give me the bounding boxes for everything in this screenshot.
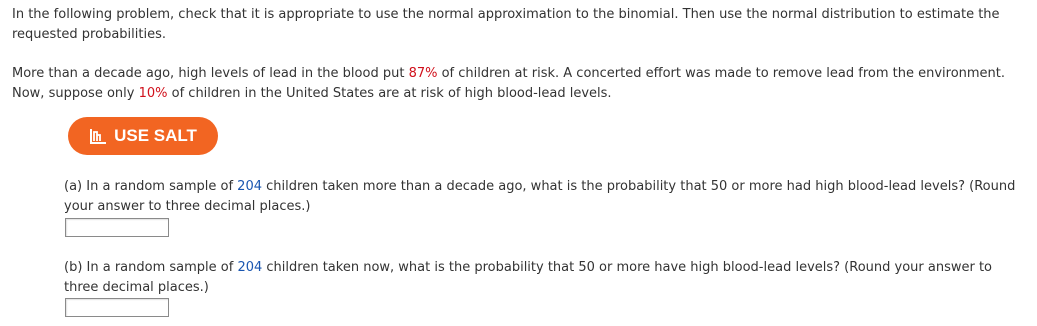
question-a: [64, 177, 1029, 217]
context-text-before: More than a decade ago, high levels of lead in the blood put: [12, 66, 409, 81]
question-b-sample-size: 204: [237, 260, 263, 275]
answer-a-input[interactable]: [65, 218, 169, 237]
use-salt-label: USE SALT: [114, 126, 197, 145]
use-salt-button[interactable]: [68, 117, 218, 155]
answer-b-input[interactable]: [65, 298, 169, 317]
percent-then: 87%: [408, 66, 438, 81]
context-text-after: of children in the United States are at risk of high blood-lead levels.: [167, 86, 612, 101]
percent-now: 10%: [138, 86, 168, 101]
question-b: [64, 258, 1029, 298]
question-b-suffix: children taken now, what is the probability that 50 or more have high blood-lead levels? (Round your answer to three decimal places.): [64, 260, 993, 295]
question-a-suffix: children taken more than a decade ago, what is the probability that 50 or more had high blood-lead levels? (Round your answer to three decimal places.): [64, 179, 1016, 214]
question-b-prefix: (b) In a random sample of: [64, 260, 238, 275]
problem-instructions: In the following problem, check that it is appropriate to use the normal approximation to the binomial. Then use the normal distribution to estimate the requested probabilities.: [12, 7, 1000, 42]
salt-chart-icon: [89, 128, 107, 144]
question-a-prefix: (a) In a random sample of: [64, 179, 238, 194]
problem-context: [12, 64, 1022, 104]
context-text-middle: of children at risk. A concerted effort was made to remove lead from the environment. Now, suppose only: [12, 66, 1006, 101]
question-a-sample-size: 204: [237, 179, 262, 194]
